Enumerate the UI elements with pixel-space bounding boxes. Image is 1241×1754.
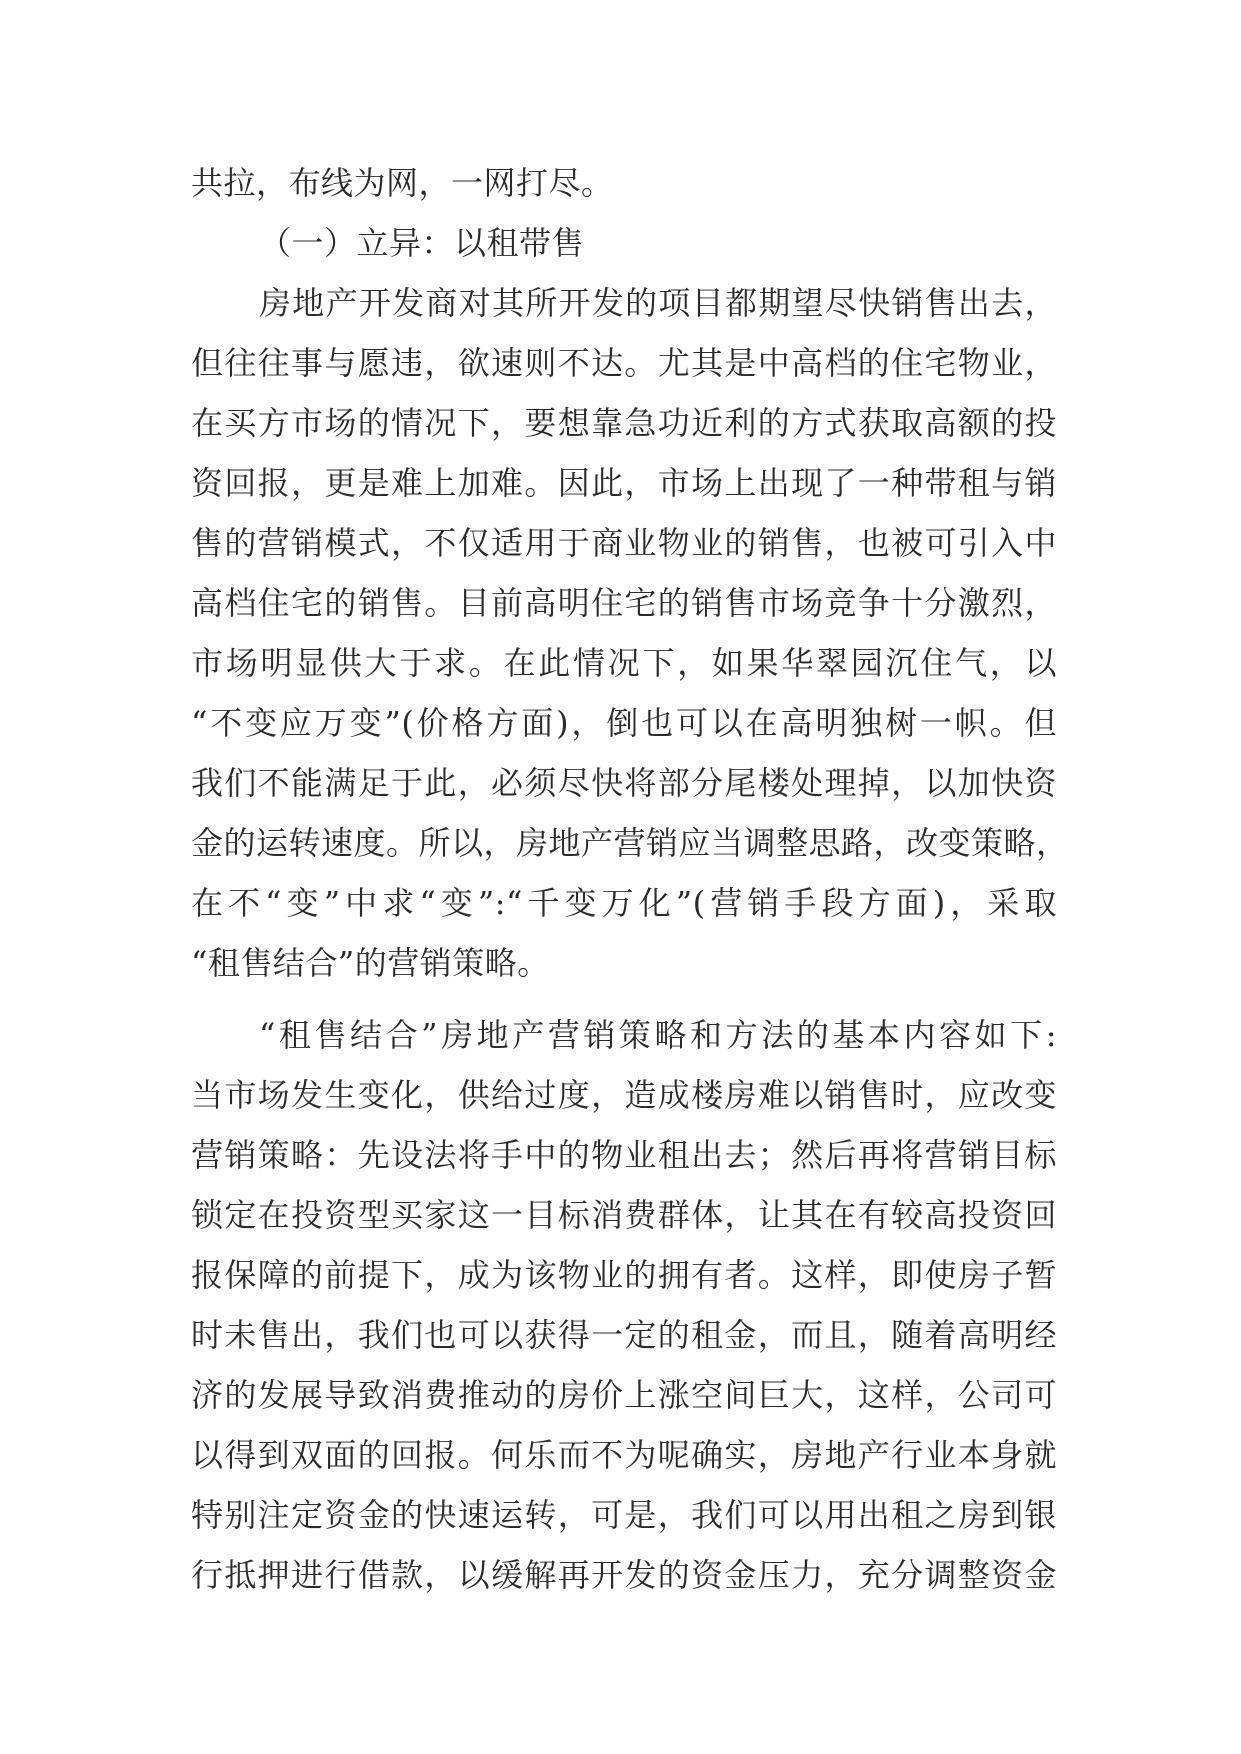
paragraph-line: 营销策略：先设法将手中的物业租出去；然后再将营销目标 bbox=[191, 1136, 1057, 1174]
section-heading: （一）立异：以租带售 bbox=[259, 224, 585, 262]
paragraph-line: 但往往事与愿违，欲速则不达。尤其是中高档的住宅物业， bbox=[191, 344, 1057, 382]
paragraph-line: 行抵押进行借款，以缓解再开发的资金压力，充分调整资金 bbox=[191, 1556, 1057, 1594]
document-body bbox=[191, 153, 1069, 1605]
paragraph-line: 房地产开发商对其所开发的项目都期望尽快销售出去， bbox=[259, 284, 1057, 322]
paragraph-2 bbox=[191, 1005, 1057, 1605]
paragraph-line: “租售结合”的营销策略。 bbox=[191, 944, 550, 982]
paragraph-line: 市场明显供大于求。在此情况下，如果华翠园沉住气，以 bbox=[191, 644, 1057, 682]
paragraph-line: 在不“变”中求“变”:“千变万化”(营销手段方面)，采取 bbox=[191, 884, 1057, 922]
paragraph-line: 时未售出，我们也可以获得一定的租金，而且，随着高明经 bbox=[191, 1316, 1057, 1354]
paragraph-line: 我们不能满足于此，必须尽快将部分尾楼处理掉，以加快资 bbox=[191, 764, 1057, 802]
paragraph-line: 高档住宅的销售。目前高明住宅的销售市场竞争十分激烈， bbox=[191, 584, 1057, 622]
paragraph-line: 济的发展导致消费推动的房价上涨空间巨大，这样，公司可 bbox=[191, 1376, 1057, 1414]
paragraph-line: 售的营销模式，不仅适用于商业物业的销售，也被可引入中 bbox=[191, 524, 1057, 562]
paragraph-line: 在买方市场的情况下，要想靠急功近利的方式获取高额的投 bbox=[191, 404, 1057, 442]
paragraph-line: “租售结合”房地产营销策略和方法的基本内容如下: bbox=[259, 1016, 1057, 1054]
paragraph-line: 特别注定资金的快速运转，可是，我们可以用出租之房到银 bbox=[191, 1496, 1057, 1534]
paragraph-line: 当市场发生变化，供给过度，造成楼房难以销售时，应改变 bbox=[191, 1076, 1057, 1114]
paragraph-line: 以得到双面的回报。何乐而不为呢确实，房地产行业本身就 bbox=[191, 1436, 1057, 1474]
paragraph-line: 锁定在投资型买家这一目标消费群体，让其在有较高投资回 bbox=[191, 1196, 1057, 1234]
paragraph-line: 金的运转速度。所以，房地产营销应当调整思路，改变策略， bbox=[191, 824, 1069, 862]
paragraph-line: “不变应万变”(价格方面)，倒也可以在高明独树一帜。但 bbox=[191, 704, 1057, 742]
paragraph-1 bbox=[191, 273, 1069, 993]
paragraph-line: 资回报，更是难上加难。因此，市场上出现了一种带租与销 bbox=[191, 464, 1057, 502]
paragraph-line: 报保障的前提下，成为该物业的拥有者。这样，即使房子暂 bbox=[191, 1256, 1057, 1294]
paragraph-gap bbox=[191, 993, 1057, 1005]
intro-line: 共拉，布线为网，一网打尽。 bbox=[191, 164, 614, 202]
